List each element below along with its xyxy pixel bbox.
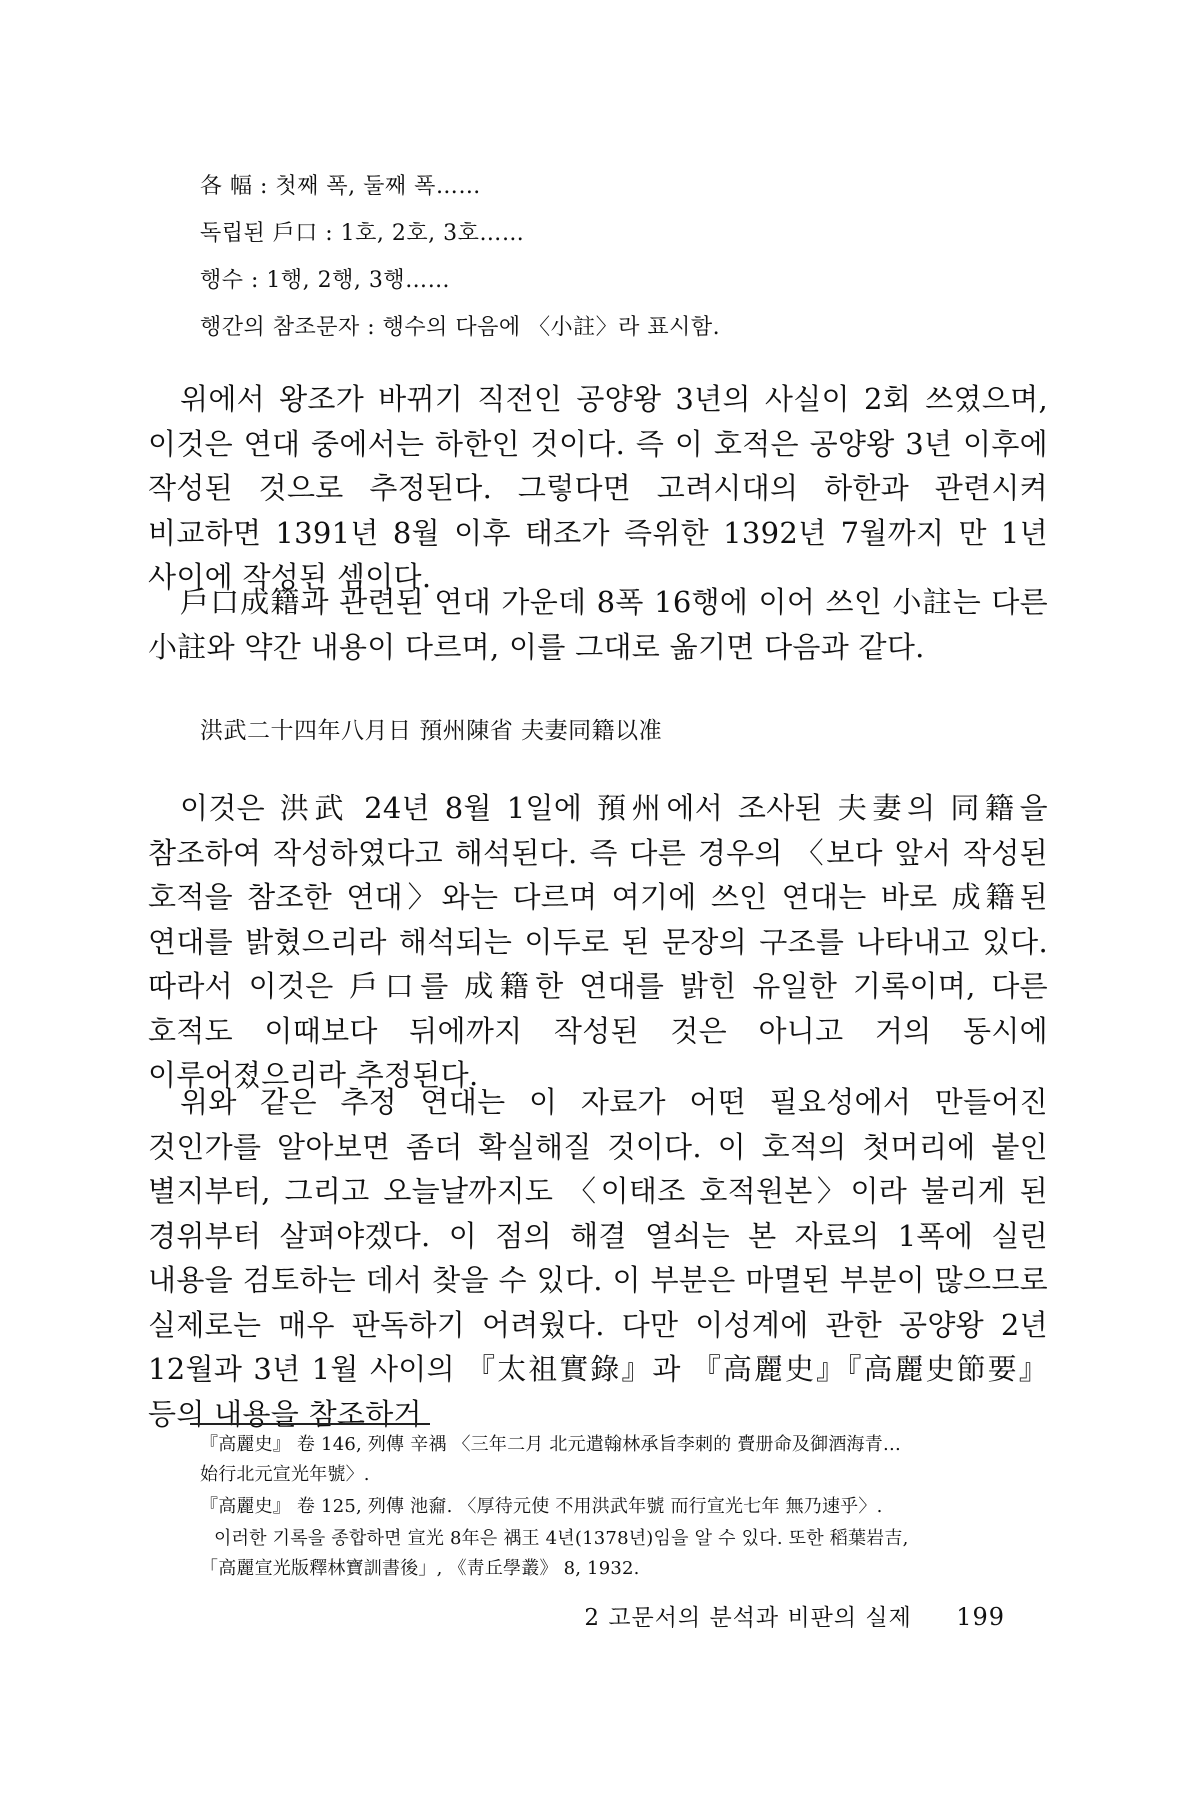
quoted-annotation: 洪武二十四年八月日 預州陳省 夫妻同籍以准: [200, 718, 663, 744]
notation-list: [200, 176, 1020, 364]
body-paragraph: 이것은 洪武 24년 8월 1일에 預州에서 조사된 夫妻의 同籍을 참조하여 작성하였다고 해석된다. 즉 다른 경우의 〈보다 앞서 작성된 호적을 참조한 연대〉와는 다르며 여기에 쓰인 연대는 바로 成籍된 연대를 밝혔으리라 해석되는 이두로 된 문장의 구조를 나타내고 있다. 따라서 이것은 戶口를 成籍한 연대를 밝힌 유일한 기록이며, 다른 호적도 이때보다 뒤에까지 작성된 것은 아니고 거의 동시에 이루어졌으리라 추정된다.: [148, 791, 1048, 1092]
footnote: 『高麗史』 卷 125, 列傳 池奫. 〈厚待元使 不用洪武年號 而行宣光七年 無乃速乎〉.: [200, 1496, 883, 1517]
notation-item: 행간의 참조문자 : 행수의 다음에 〈小註〉라 표시함.: [200, 315, 721, 340]
footnote-divider: [190, 1423, 430, 1425]
notation-item: 독립된 戶口 : 1호, 2호, 3호……: [200, 221, 525, 246]
paragraph-block: [148, 377, 1048, 600]
paragraph-block: [148, 580, 1048, 669]
running-footer: [584, 1603, 1005, 1632]
chapter-number: 2: [584, 1605, 600, 1631]
body-paragraph: 戶口成籍과 관련된 연대 가운데 8폭 16행에 이어 쓰인 小註는 다른 小註와 약간 내용이 다르며, 이를 그대로 옮기면 다음과 같다.: [148, 585, 1048, 664]
paragraph-block: [148, 786, 1048, 1098]
notation-item: 各 幅 : 첫째 폭, 둘째 폭……: [200, 174, 481, 199]
body-paragraph: 위에서 왕조가 바뀌기 직전인 공양왕 3년의 사실이 2회 쓰였으며, 이것은 연대 중에서는 하한인 것이다. 즉 이 호적은 공양왕 3년 이후에 작성된 것으로 추정된다. 그렇다면 고려시대의 하한과 관련시켜 비교하면 1391년 8월 이후 태조가 즉위한 1392년 7월까지 만 1년 사이에 작성된 셈이다.: [148, 382, 1048, 594]
footnote: 이러한 기록을 종합하면 宣光 8年은 禑王 4년(1378년)임을 알 수 있다. 또한 稻葉岩吉, 「高麗宣光版釋林寶訓書後」, 《靑丘學叢》 8, 1932.: [200, 1528, 909, 1579]
notation-item: 행수 : 1행, 2행, 3행……: [200, 268, 451, 293]
section-title: 고문서의 분석과 비판의 실제: [608, 1605, 912, 1631]
footnotes: [200, 1430, 1048, 1584]
footnote: 『高麗史』 卷 146, 列傳 辛禑 〈三年二月 北元遣翰林承旨李刺的 賷册命及御酒海青…始行北元宣光年號〉.: [200, 1434, 902, 1485]
page-number: 199: [956, 1603, 1005, 1631]
body-paragraph: 위와 같은 추정 연대는 이 자료가 어떤 필요성에서 만들어진 것인가를 알아보면 좀더 확실해질 것이다. 이 호적의 첫머리에 붙인 별지부터, 그리고 오늘날까지도 〈이태조 호적원본〉이라 불리게 된 경위부터 살펴야겠다. 이 점의 해결 열쇠는 본 자료의 1폭에 실린 내용을 검토하는 데서 찾을 수 있다. 이 부분은 마멸된 부분이 많으므로 실제로는 매우 판독하기 어려웠다. 다만 이성계에 관한 공양왕 2년 12월과 3년 1월 사이의 『太祖實錄』과 『高麗史』『高麗史節要』 등의 내용을 참조하거: [148, 1085, 1048, 1431]
paragraph-block: [148, 1080, 1048, 1436]
